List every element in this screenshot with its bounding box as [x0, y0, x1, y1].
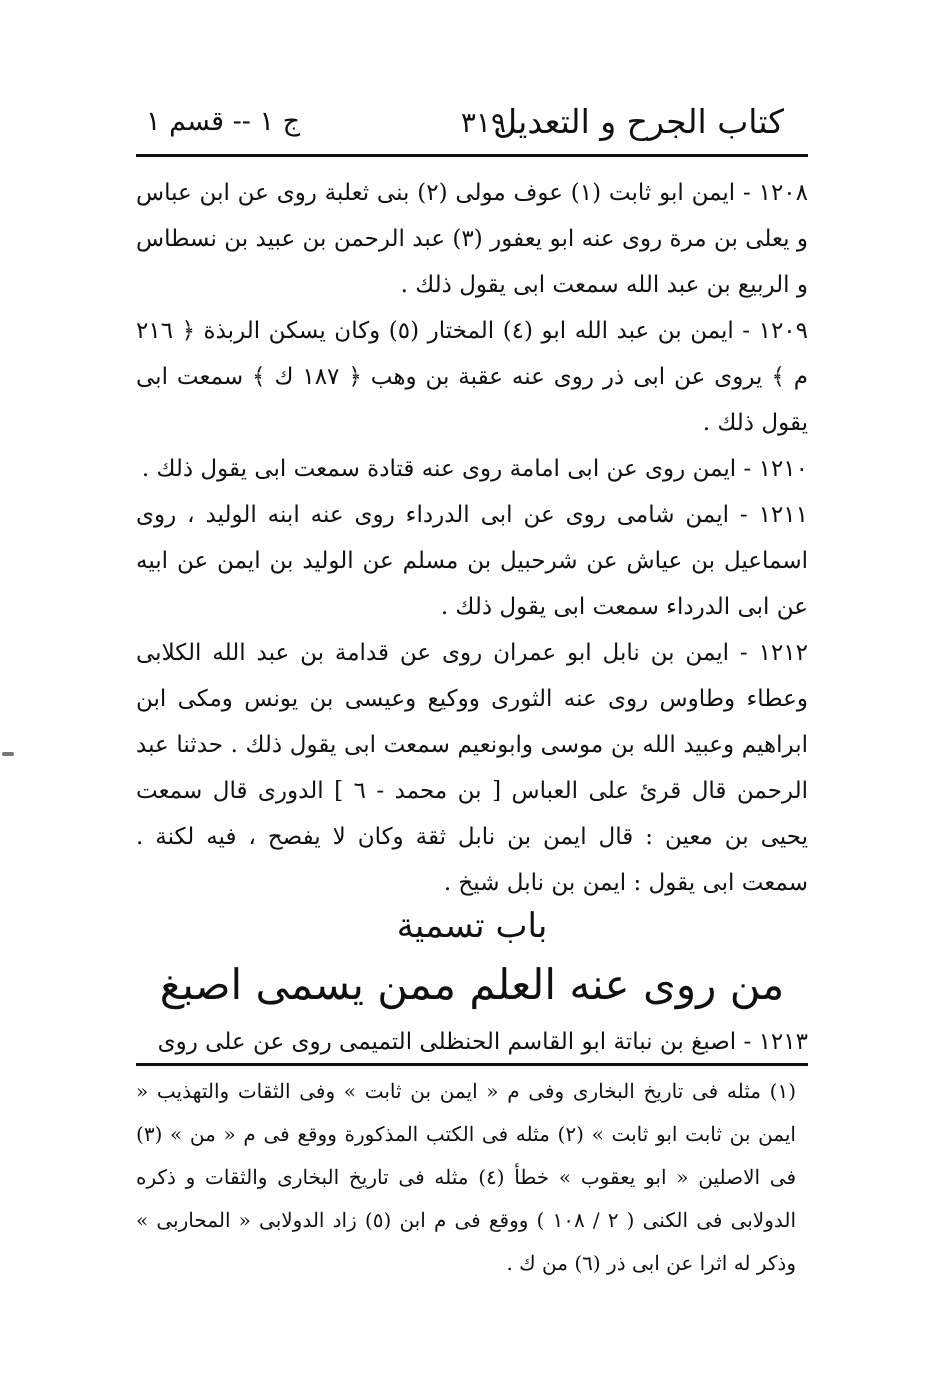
entry-1211: ١٢١١ - ايمن شامى روى عن ابى الدرداء روى عنه ابنه الوليد ، روى اسماعيل بن عياش عن شرحبيل بن مسلم عن الوليد بن ايمن عن ابيه عن ابى الدرداء سمعت ابى يقول ذلك .	[136, 502, 808, 620]
book-title: كتاب الجرح و التعديل	[493, 102, 784, 141]
section-heading-line2: من روى عنه العلم ممن يسمى اصبغ	[159, 960, 785, 1009]
section-heading-line1: باب تسمية	[396, 906, 548, 946]
header-rule	[136, 154, 808, 157]
page-number: ٣١٩	[460, 106, 506, 139]
entry-1210: ١٢١٠ - ايمن روى عن ابى امامة روى عنه قتادة سمعت ابى يقول ذلك .	[141, 456, 808, 482]
main-text	[136, 170, 808, 906]
volume-indicator: ج ١ -- قسم ١	[146, 106, 301, 137]
scan-speck	[2, 752, 14, 756]
footnote-block: (١) مثله فى تاريخ البخارى وفى م « ايمن بن ثابت » وفى الثقات والتهذيب « ايمن بن ثابت ابو ثابت » (٢) مثله فى الكتب المذكورة ووقع فى م « من » (٣) فى الاصلين « ابو يعقوب » خطأ (٤) مثله فى تاريخ البخارى والثقات و ذكره الدولابى فى الكنى ( ٢ / ١٠٨ ) ووقع فى م ابن (٥) زاد الدولابى « المحاربى » وذكر له اثرا عن ابى ذر (٦) من ك .	[136, 1079, 797, 1275]
footnote-rule	[136, 1063, 808, 1066]
entry-1209: ١٢٠٩ - ايمن بن عبد الله ابو (٤) المختار (٥) وكان يسكن الربذة ﴿ ٢١٦ م ﴾ يروى عن ابى ذر روى عنه عقبة بن وهب ﴿ ١٨٧ ك ﴾ سمعت ابى يقول ذلك .	[136, 318, 809, 436]
entry-1213: ١٢١٣ - اصبغ بن نباتة ابو القاسم الحنظلى التميمى روى عن على روى	[157, 1029, 808, 1055]
footnotes	[136, 1070, 796, 1285]
entry-1212: ١٢١٢ - ايمن بن نابل ابو عمران روى عن قدامة بن عبد الله الكلابى وعطاء وطاوس روى عنه الثورى ووكيع وعيسى بن يونس ومكى ابن ابراهيم وعبيد الله بن موسى وابونعيم سمعت ابى يقول ذلك . حدثنا عبد الرحمن قال قرئ على العباس [ بن محمد - ٦ ] الدورى قال سمعت يحيى بن معين : قال ايمن بن نابل ثقة وكان لا يفصح ، فيه لكنة . سمعت ابى يقول : ايمن بن نابل شيخ .	[136, 640, 808, 896]
entry-1208: ١٢٠٨ - ايمن ابو ثابت (١) عوف مولى (٢) بنى ثعلبة روى عن ابن عباس و يعلى بن مرة روى عنه ابو يعفور (٣) عبد الرحمن بن عبيد بن نسطاس و الربيع بن عبد الله سمعت ابى يقول ذلك .	[136, 180, 809, 298]
page-header	[138, 98, 806, 154]
